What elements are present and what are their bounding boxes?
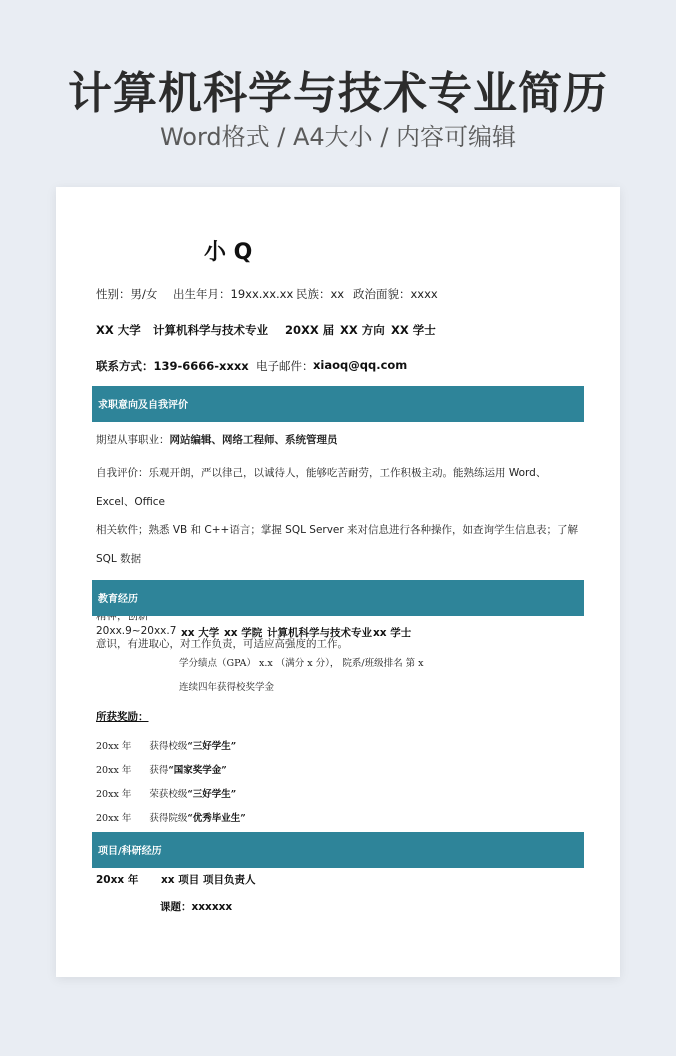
edu-period: 20xx.9~20xx.7 <box>96 625 177 637</box>
award-prefix: 荣获校级 <box>149 789 188 800</box>
project-year: 20xx 年 <box>96 874 139 886</box>
award-item <box>96 762 227 776</box>
self-eval-line: 意识，有进取心，对工作负责，可适应高强度的工作。 <box>96 638 348 650</box>
edu-major-detail: 计算机科学与技术专业 <box>267 627 372 639</box>
info-birth: 出生年月：19xx.xx.xx <box>173 287 294 301</box>
award-name: “三好学生” <box>187 789 237 800</box>
project-role: 项目负责人 <box>203 874 256 886</box>
award-name: “国家奖学金” <box>168 765 227 776</box>
info-ethnicity: 民族：xx <box>296 287 345 301</box>
project-topic: 课题：xxxxxx <box>160 901 233 913</box>
edu-direction: XX 方向 <box>340 323 385 337</box>
award-prefix: 获得院级 <box>149 813 188 824</box>
award-year: 20xx 年 <box>96 765 132 776</box>
award-year: 20xx 年 <box>96 813 132 824</box>
resume-name: 小 Q <box>204 240 253 265</box>
section-header-education <box>92 580 584 616</box>
edu-gpa: 学分绩点（GPA） x.x （满分 x 分）， 院系/班级排名 第 x <box>179 658 424 669</box>
project-name: xx 项目 <box>161 874 200 886</box>
edu-degree: XX 学士 <box>391 323 436 337</box>
edu-class: 20XX 届 <box>285 323 335 337</box>
award-prefix: 获得校级 <box>149 741 188 752</box>
award-item <box>96 738 236 752</box>
awards-title: 所获奖励： <box>96 711 149 723</box>
job-intention-label: 期望从事职业： <box>96 434 170 446</box>
award-item <box>96 810 246 824</box>
job-intention-jobs: 网站编辑、网络工程师、系统管理员 <box>169 434 338 446</box>
award-year: 20xx 年 <box>96 789 132 800</box>
edu-university: XX 大学 <box>96 323 141 337</box>
edu-scholarship: 连续四年获得校奖学金 <box>179 682 275 693</box>
edu-major: 计算机科学与技术专业 <box>153 323 268 337</box>
section-title: 教育经历 <box>98 594 138 605</box>
edu-college: xx 学院 <box>224 627 263 639</box>
award-item <box>96 786 236 800</box>
section-header-projects <box>92 832 584 868</box>
hero-title: 计算机科学与技术专业简历 <box>68 68 608 119</box>
award-prefix: 获得 <box>149 765 169 776</box>
contact-email-label: 电子邮件： <box>256 359 314 373</box>
hero-subtitle: Word格式 / A4大小 / 内容可编辑 <box>159 123 517 151</box>
award-name: “优秀毕业生” <box>187 813 246 824</box>
edu-degree-detail: xx 学士 <box>373 627 412 639</box>
info-gender: 性别：男/女 <box>96 287 158 301</box>
info-politics: 政治面貌：xxxx <box>353 287 438 301</box>
contact-phone: 联系方式：139-6666-xxxx <box>96 359 249 373</box>
award-year: 20xx 年 <box>96 741 132 752</box>
resume-paper <box>56 187 620 977</box>
job-intention <box>96 432 338 447</box>
self-eval-line: 相关软件；熟悉 VB 和 C++语言；掌握 SQL Server 来对信息进行各种操作，如查询学生信息表；了解 SQL 数据 <box>96 524 579 565</box>
award-name: “三好学生” <box>187 741 237 752</box>
section-title: 项目/科研经历 <box>98 846 162 857</box>
section-title: 求职意向及自我评价 <box>98 400 188 411</box>
self-eval-line: 自我评价：乐观开朗，严以律己，以诚待人，能够吃苦耐劳，工作积极主动。能熟练运用 Word、Excel、Office <box>96 467 547 508</box>
edu-school: xx 大学 <box>181 627 220 639</box>
contact-email: xiaoq@qq.com <box>313 358 408 372</box>
section-header-intention <box>92 386 584 422</box>
